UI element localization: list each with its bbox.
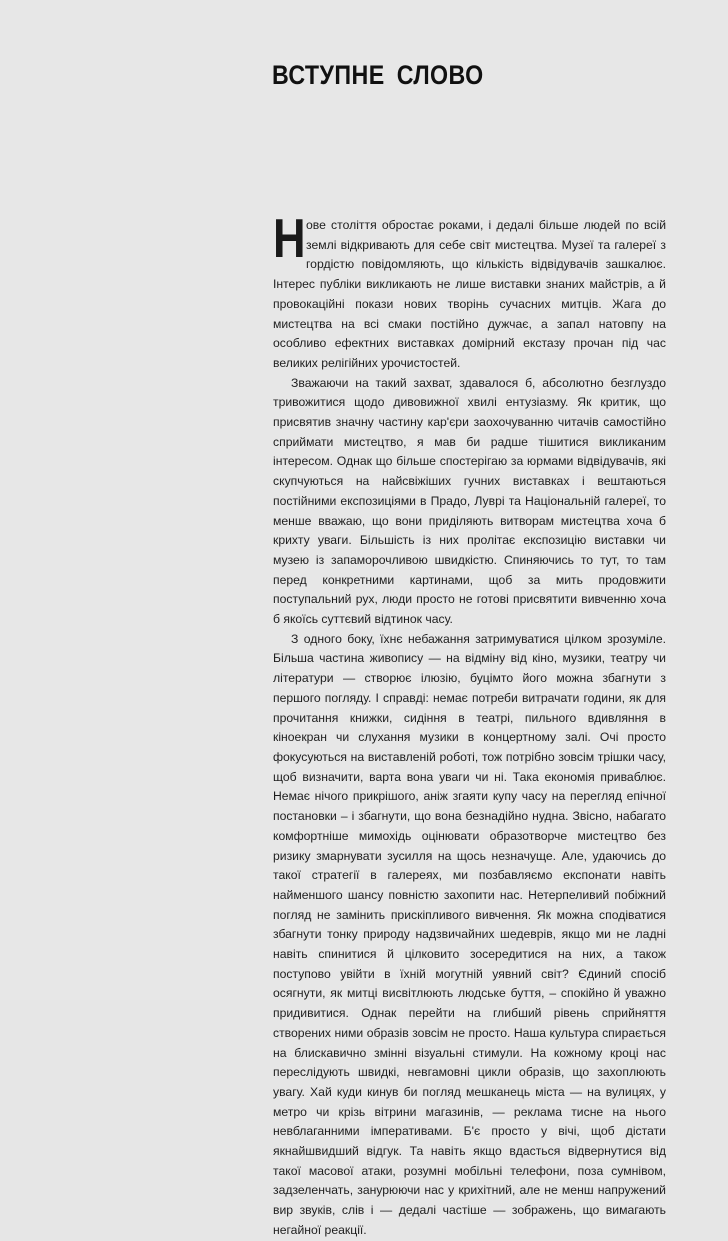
paragraph-1 — [273, 207, 666, 374]
paragraph-1-text: ове століття обростає роками, і дедалі більше людей по всій землі відкривають для себе світ мистецтва. Музеї та галереї з гордістю повідомляють, що кількість відвідувачів зашкалює. Інтерес публіки викликають не лише виставки знаних майстрів, а й провокаційні покази нових творінь сучасних митців. Жага до мистецтва на всі смаки постійно дужчає, а запал натовпу на особливо ефектних виставках домірний екстазу прочан під час великих релігійних урочистостей. — [273, 218, 666, 370]
paragraph-2: Зважаючи на такий захват, здавалося б, абсолютно безглуздо тривожитися щодо дивовижної хвилі ентузіазму. Як критик, що присвятив значну частину кар'єри заохочуванню читачів самостійно сприймати мистецтво, я мав би радше тішитися викликаним інтересом. Однак що більше спостерігаю за юрмами відвідувачів, які скупчуються на найсвіжіших гучних виставках і вештаються постійними експозиціями в Прадо, Луврі та Національній галереї, то менше вважаю, що вони приділяють витворам мистецтва хоча б крихту уваги. Більшість із них пролітає експозицію виставки чи музею із запаморочливою швидкістю. Спиняючись то тут, то там перед конкретними картинами, щоб за мить продовжити поступальний рух, люди просто не готові присвятити вивченню хоча б якоїсь суттєвий відтинок часу. — [273, 375, 666, 627]
chapter-title: ВСТУПНЕ СЛОВО — [272, 60, 484, 90]
body-text — [273, 207, 666, 1241]
paragraph-3: З одного боку, їхнє небажання затримуватися цілком зрозуміле. Більша частина живопису — на відміну від кіно, музики, театру чи літератури — створює ілюзію, буцімто його можна збагнути з першого погляду. І справді: немає потреби витрачати години, як для прочитання книжки, сидіння в театрі, пильного вдивляння в кіноекран чи слухання музики в концертному залі. Очі просто фокусуються на виставленій роботі, тож потрібно зовсім трішки часу, щоб визначити, варта вона уваги чи ні. Така економія приваблює. Немає нічого прикрішого, аніж згаяти купу часу на перегляд епічної постановки – і збагнути, що вона безнадійно нудна. Звісно, набагато комфортніше мимохідь оцінювати образотворче мистецтво без ризику змарнувати зусилля на щось незначуще. Але, удаючись до такої стратегії в галереях, ми позбавляємо експонати навіть найменшого шансу повністю захопити нас. Нетерпеливий побіжний погляд не замінить прискіпливого вивчення. Як можна сподіватися збагнути тонку природу надзвичайних шедеврів, якщо ми не ладні навіть спинитися й цілковито зосередитися на них, а також поступово увійти в їхній могутній уявний світ? Єдиний спосіб осягнути, як митці висвітлюють людське буття, – спокійно й уважно придивитися. Однак перейти на глибший рівень сприйняття створених ними образів зовсім не просто. Наша культура спирається на блискавично змінні візуальні стимули. На кожному кроці нас переслідують швидкі, невгамовні цикли образів, що захоплюють увагу. Хай куди кинув би погляд мешканець міста — на вулицях, у метро чи крізь вітрини магазинів, — реклама тисне на нього невблаганними імперативами. Б'є просто у вічі, щоб дістати якнайшвидший відгук. Та навіть якщо вдасться відвернутися від такої масової атаки, розумні мобільні телефони, поза сумнівом, задзеленчать, занурюючи нас у крихітний, але не менш напружений вир звуків, слів і — дедалі частіше — зображень, що вимагають негайної реакції. — [273, 631, 666, 1237]
drop-cap: Н — [273, 207, 306, 269]
